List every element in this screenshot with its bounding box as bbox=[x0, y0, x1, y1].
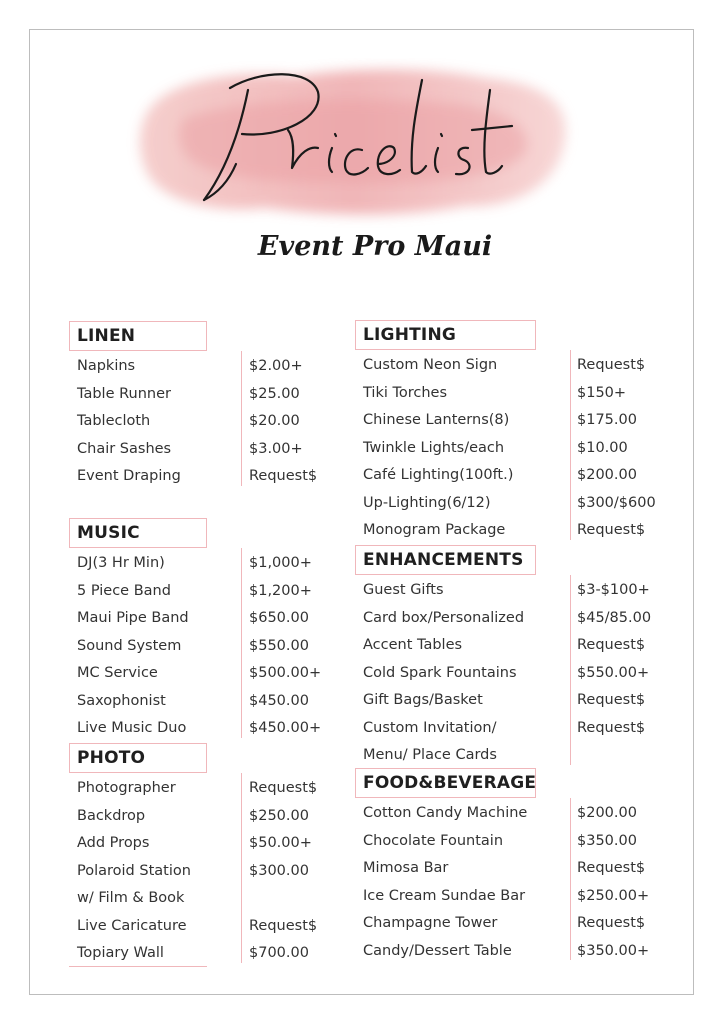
item-price: $1,000+ bbox=[249, 555, 312, 571]
bottom-rule bbox=[69, 966, 207, 967]
item-price: $10.00 bbox=[577, 439, 628, 456]
list-item bbox=[355, 910, 655, 938]
item-name: Custom Invitation/ bbox=[363, 719, 497, 736]
list-item bbox=[355, 407, 655, 435]
list-item bbox=[355, 605, 655, 633]
list-item bbox=[69, 353, 369, 381]
item-price: $175.00 bbox=[577, 412, 637, 428]
item-price: $200.00 bbox=[577, 467, 637, 483]
item-name: w/ Film & Book bbox=[77, 890, 185, 906]
item-price: $700.00 bbox=[249, 945, 309, 961]
item-price: Request$ bbox=[577, 719, 646, 736]
item-name: Chair Sashes bbox=[77, 440, 172, 457]
item-price: Request$ bbox=[577, 692, 646, 708]
item-name: Saxophonist bbox=[77, 692, 166, 709]
item-price: $550.00 bbox=[249, 637, 309, 654]
event-pro-maui-script bbox=[225, 222, 525, 272]
item-name: 5 Piece Band bbox=[77, 582, 171, 599]
item-name: Tablecloth bbox=[77, 413, 151, 429]
item-name: Live Caricature bbox=[77, 917, 187, 934]
item-price: $1,200+ bbox=[249, 582, 312, 599]
list-item bbox=[69, 436, 369, 464]
item-price: $500.00+ bbox=[249, 665, 322, 681]
section-header-photo: PHOTO bbox=[69, 743, 207, 773]
list-item bbox=[69, 858, 369, 886]
list-item bbox=[69, 830, 369, 858]
item-name: Polaroid Station bbox=[77, 862, 191, 879]
item-name: Photographer bbox=[77, 780, 176, 796]
item-price: Request$ bbox=[577, 860, 646, 876]
item-price: $45/85.00 bbox=[577, 609, 652, 626]
item-name: Up-Lighting(6/12) bbox=[363, 494, 491, 511]
item-name: Sound System bbox=[77, 637, 182, 654]
item-name: Cold Spark Fountains bbox=[363, 664, 517, 681]
item-price: Request$ bbox=[249, 468, 318, 484]
item-price: $300.00 bbox=[249, 862, 309, 879]
list-item bbox=[69, 463, 369, 491]
item-price: $200.00 bbox=[577, 805, 637, 821]
item-name: Gift Bags/Basket bbox=[363, 692, 483, 708]
list-item bbox=[355, 883, 655, 911]
list-item bbox=[69, 408, 369, 436]
section-header-lighting: LIGHTING bbox=[355, 320, 536, 350]
list-item bbox=[69, 885, 369, 913]
item-price: $2.00+ bbox=[249, 358, 303, 374]
item-price: $250.00+ bbox=[577, 887, 650, 904]
list-item bbox=[355, 435, 655, 463]
item-name: Backdrop bbox=[77, 807, 146, 824]
pricelist-script-title bbox=[190, 60, 520, 220]
item-name: Topiary Wall bbox=[77, 945, 164, 961]
item-price: $450.00+ bbox=[249, 720, 322, 736]
list-item bbox=[69, 633, 369, 661]
item-name: Mimosa Bar bbox=[363, 860, 449, 876]
section-header-music: MUSIC bbox=[69, 518, 207, 548]
list-item bbox=[355, 462, 655, 490]
list-item bbox=[69, 660, 369, 688]
list-item bbox=[69, 940, 369, 968]
item-price: $3.00+ bbox=[249, 440, 303, 457]
list-item bbox=[69, 715, 369, 743]
item-price: Request$ bbox=[577, 637, 646, 653]
item-name: Add Props bbox=[77, 835, 150, 851]
item-price: $20.00 bbox=[249, 413, 300, 429]
section-header-linen: LINEN bbox=[69, 321, 207, 351]
item-name: Custom Neon Sign bbox=[363, 357, 498, 373]
item-price: $300/$600 bbox=[577, 494, 656, 511]
list-item bbox=[355, 938, 655, 966]
item-name: Café Lighting(100ft.) bbox=[363, 467, 514, 483]
list-item bbox=[355, 742, 655, 770]
list-item bbox=[69, 578, 369, 606]
list-item bbox=[355, 715, 655, 743]
section-header-enhancements: ENHANCEMENTS bbox=[355, 545, 536, 575]
item-name: Maui Pipe Band bbox=[77, 610, 189, 626]
item-price: $550.00+ bbox=[577, 664, 650, 681]
item-price: $350.00 bbox=[577, 832, 637, 849]
item-name: Table Runner bbox=[77, 385, 171, 402]
list-item bbox=[355, 828, 655, 856]
item-price: $350.00+ bbox=[577, 942, 650, 959]
list-item bbox=[355, 800, 655, 828]
item-name: Champagne Tower bbox=[363, 915, 498, 931]
list-item bbox=[69, 803, 369, 831]
item-name: Menu/ Place Cards bbox=[363, 747, 497, 763]
item-price: $650.00 bbox=[249, 610, 309, 626]
list-item bbox=[69, 688, 369, 716]
item-price: $25.00 bbox=[249, 385, 300, 402]
list-item bbox=[355, 380, 655, 408]
item-name: Live Music Duo bbox=[77, 720, 187, 736]
list-item bbox=[355, 517, 655, 545]
item-name: Event Draping bbox=[77, 468, 181, 484]
item-name: Candy/Dessert Table bbox=[363, 942, 512, 959]
item-name: Ice Cream Sundae Bar bbox=[363, 887, 526, 904]
list-item bbox=[69, 381, 369, 409]
item-name: Napkins bbox=[77, 358, 136, 374]
item-name: Chinese Lanterns(8) bbox=[363, 412, 510, 428]
section-header-food-beverage: FOOD&BEVERAGE bbox=[355, 768, 536, 798]
item-price: Request$ bbox=[249, 917, 318, 934]
item-name: DJ(3 Hr Min) bbox=[77, 555, 165, 571]
list-item bbox=[355, 687, 655, 715]
list-item bbox=[355, 577, 655, 605]
list-item bbox=[69, 913, 369, 941]
item-price: $150+ bbox=[577, 384, 627, 401]
list-item bbox=[69, 550, 369, 578]
list-item bbox=[355, 490, 655, 518]
item-price: $450.00 bbox=[249, 692, 309, 709]
list-item bbox=[69, 605, 369, 633]
item-price: Request$ bbox=[577, 357, 646, 373]
item-name: Accent Tables bbox=[363, 637, 463, 653]
item-price: $250.00 bbox=[249, 807, 309, 824]
list-item bbox=[355, 855, 655, 883]
subtitle-text: Event Pro Maui bbox=[257, 231, 493, 262]
item-price: $3-$100+ bbox=[577, 582, 650, 598]
item-name: Chocolate Fountain bbox=[363, 832, 504, 849]
item-name: Monogram Package bbox=[363, 522, 506, 538]
item-name: Guest Gifts bbox=[363, 582, 444, 598]
item-price: Request$ bbox=[577, 522, 646, 538]
item-price: Request$ bbox=[249, 780, 318, 796]
item-name: Twinkle Lights/each bbox=[363, 439, 505, 456]
item-price: $50.00+ bbox=[249, 835, 312, 851]
item-name: Tiki Torches bbox=[363, 384, 448, 401]
item-name: Cotton Candy Machine bbox=[363, 805, 528, 821]
list-item bbox=[69, 775, 369, 803]
item-price: Request$ bbox=[577, 915, 646, 931]
list-item bbox=[355, 660, 655, 688]
item-name: MC Service bbox=[77, 665, 158, 681]
list-item bbox=[355, 632, 655, 660]
list-item bbox=[355, 352, 655, 380]
item-name: Card box/Personalized bbox=[363, 609, 525, 626]
